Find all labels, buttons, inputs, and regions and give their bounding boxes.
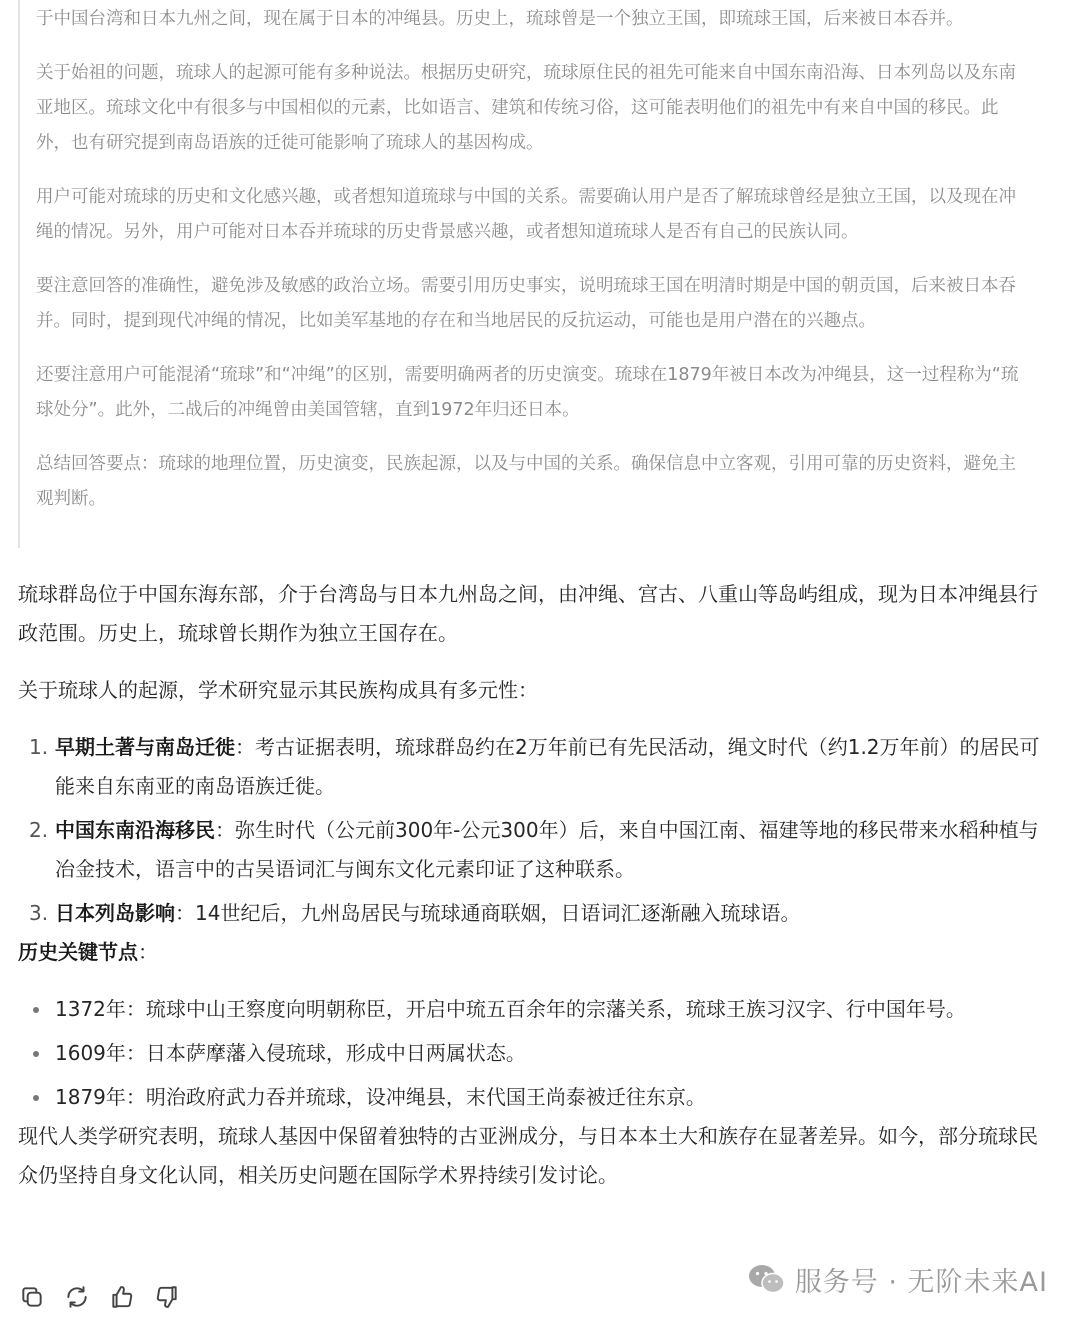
list-item: [18, 1078, 1048, 1117]
thinking-paragraph: 要注意回答的准确性，避免涉及敏感的政治立场。需要引用历史事实，说明琉球王国在明清时期是中国的朝贡国，后来被日本吞并。同时，提到现代冲绳的情况，比如美军基地的存在和当地居民的反抗运动，可能也是用户潜在的兴趣点。: [36, 276, 1016, 331]
event-text: 1609年：日本萨摩藩入侵琉球，形成中日两属状态。: [55, 1041, 526, 1065]
wechat-icon: [747, 1263, 787, 1297]
list-item-title: 中国东南沿海移民: [55, 818, 215, 842]
dislike-button[interactable]: [153, 1283, 181, 1311]
list-item: [18, 1034, 1048, 1073]
list-item: [18, 894, 1048, 933]
thinking-paragraph: 总结回答要点：琉球的地理位置，历史演变，民族起源，以及与中国的关系。确保信息中立客观，引用可靠的历史资料，避免主观判断。: [36, 454, 1016, 509]
list-number: 3.: [29, 901, 49, 925]
watermark-text: 服务号 · 无阶未来AI: [794, 1267, 1048, 1298]
thinking-panel: [18, 0, 1033, 548]
thumbs-down-icon: [154, 1284, 180, 1310]
list-number: 1.: [29, 735, 49, 759]
history-heading-colon: ：: [138, 940, 158, 964]
history-heading-text: 历史关键节点: [18, 940, 138, 964]
list-item-title: 早期土著与南岛迁徙: [55, 735, 235, 759]
event-text: 1879年：明治政府武力吞并琉球，设冲绳县，末代国王尚泰被迁往东京。: [55, 1085, 706, 1109]
list-number: 2.: [29, 818, 49, 842]
history-events-list: [18, 990, 1048, 1117]
thinking-paragraph: 关于始祖的问题，琉球人的起源可能有多种说法。根据历史研究，琉球原住民的祖先可能来自中国东南沿海、日本列岛以及东南亚地区。琉球文化中有很多与中国相似的元素，比如语言、建筑和传统习俗，这可能表明他们的祖先中有来自中国的移民。此外，也有研究提到南岛语族的迁徙可能影响了琉球人的基因构成。: [36, 63, 1016, 153]
event-text: 1372年：琉球中山王察度向明朝称臣，开启中琉五百余年的宗藩关系，琉球王族习汉字、行中国年号。: [55, 997, 966, 1021]
message-actions: [18, 1283, 181, 1311]
list-item: [18, 728, 1048, 806]
bullet-icon: [33, 1007, 39, 1013]
answer-conclusion: 现代人类学研究表明，琉球人基因中保留着独特的古亚洲成分，与日本本土大和族存在显著差异。如今，部分琉球民众仍坚持自身文化认同，相关历史问题在国际学术界持续引发讨论。: [18, 1124, 1038, 1187]
watermark: [747, 1260, 1048, 1299]
like-button[interactable]: [108, 1283, 136, 1311]
regenerate-icon: [64, 1284, 90, 1310]
list-item: [18, 990, 1048, 1029]
list-item-text: ：弥生时代（公元前300年-公元300年）后，来自中国江南、福建等地的移民带来水稻种植与冶金技术，语言中的古吴语词汇与闽东文化元素印证了这种联系。: [55, 818, 1039, 881]
answer-intro: 琉球群岛位于中国东海东部，介于台湾岛与日本九州岛之间，由冲绳、宫古、八重山等岛屿组成，现为日本冲绳县行政范围。历史上，琉球曾长期作为独立王国存在。: [18, 582, 1038, 645]
bullet-icon: [33, 1051, 39, 1057]
thinking-paragraph: 用户可能对琉球的历史和文化感兴趣，或者想知道琉球与中国的关系。需要确认用户是否了解琉球曾经是独立王国，以及现在冲绳的情况。另外，用户可能对日本吞并琉球的历史背景感兴趣，或者想知道琉球人是否有自己的民族认同。: [36, 187, 1016, 242]
history-heading: [18, 933, 1048, 972]
regenerate-button[interactable]: [63, 1283, 91, 1311]
origins-lead: 关于琉球人的起源，学术研究显示其民族构成具有多元性：: [18, 678, 538, 702]
answer-body: [18, 575, 1048, 1195]
origins-list: [18, 728, 1048, 933]
copy-button[interactable]: [18, 1283, 46, 1311]
thinking-paragraph: 于中国台湾和日本九州之间，现在属于日本的冲绳县。历史上，琉球曾是一个独立王国，即琉球王国，后来被日本吞并。: [36, 9, 964, 29]
list-item-text: ：考古证据表明，琉球群岛约在2万年前已有先民活动，绳文时代（约1.2万年前）的居民可能来自东南亚的南岛语族迁徙。: [55, 735, 1040, 798]
list-item-title: 日本列岛影响: [55, 901, 175, 925]
thinking-paragraph: 还要注意用户可能混淆“琉球”和“冲绳”的区别，需要明确两者的历史演变。琉球在1879年被日本改为冲绳县，这一过程称为“琉球处分”。此外，二战后的冲绳曾由美国管辖，直到1972年归还日本。: [36, 365, 1019, 420]
list-item-text: ：14世纪后，九州岛居民与琉球通商联姻，日语词汇逐渐融入琉球语。: [175, 901, 801, 925]
copy-icon: [19, 1284, 45, 1310]
bullet-icon: [33, 1095, 39, 1101]
list-item: [18, 811, 1048, 889]
thumbs-up-icon: [109, 1284, 135, 1310]
